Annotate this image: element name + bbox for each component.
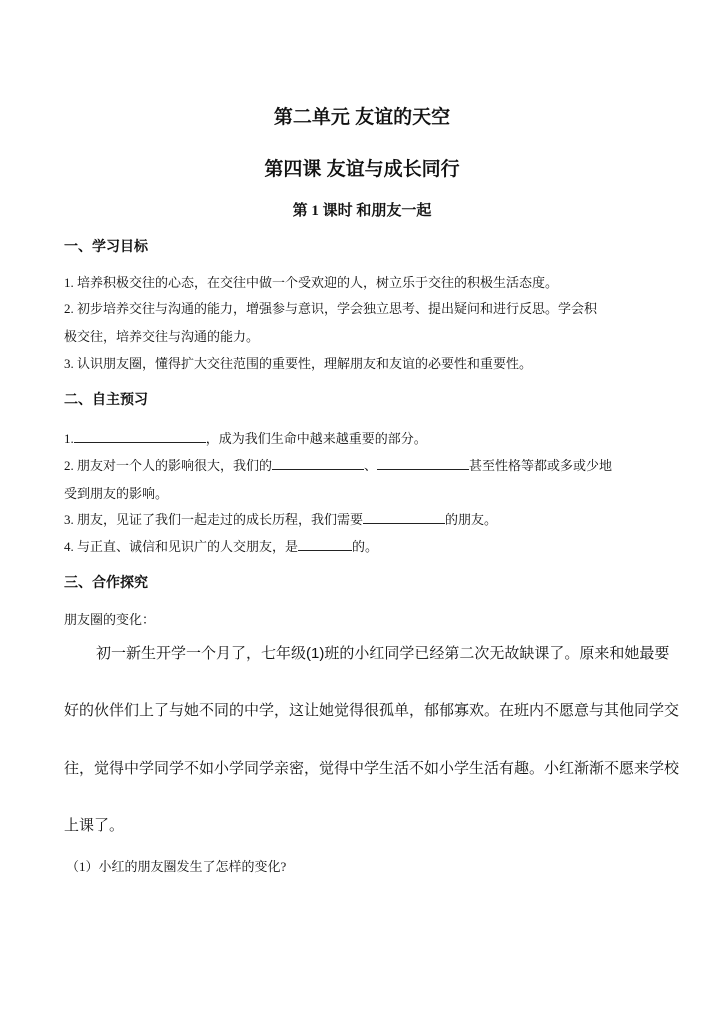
q2-separator: 、	[364, 458, 378, 473]
section-heading-explore: 三、合作探究	[64, 574, 148, 590]
lesson-title: 第四课 友谊与成长同行	[264, 159, 460, 180]
goal-item: 1. 培养积极交往的心态，在交往中做一个受欢迎的人，树立乐于交往的积极生活态度。	[64, 275, 559, 290]
section-heading-goals: 一、学习目标	[64, 238, 148, 254]
q2-text-start: 2. 朋友对一个人的影响很大，我们的	[64, 458, 273, 473]
case-story-line: 好的伙伴们上了与她不同的中学，这让她觉得很孤单，郁郁寡欢。在班内不愿意与其他同学交	[64, 702, 680, 719]
preview-question-2-continuation: 受到朋友的影响。	[64, 486, 169, 501]
period-title: 第 1 课时 和朋友一起	[292, 203, 432, 219]
q4-text-start: 4. 与正直、诚信和见识广的人交朋友，是	[64, 539, 299, 554]
answer-blank[interactable]	[74, 429, 206, 443]
answer-blank[interactable]	[298, 537, 352, 551]
case-intro: 朋友圈的变化：	[64, 612, 156, 627]
q4-text-end: 的。	[352, 539, 379, 554]
answer-blank[interactable]	[272, 456, 364, 470]
answer-blank[interactable]	[377, 456, 469, 470]
goal-item: 2. 初步培养交往与沟通的能力，增强参与意识，学会独立思考、提出疑问和进行反思。学会积	[64, 301, 598, 316]
q3-text-start: 3. 朋友，见证了我们一起走过的成长历程，我们需要	[64, 512, 364, 527]
q1-text: ，成为我们生命中越来越重要的部分。	[205, 431, 427, 446]
preview-question-2	[64, 455, 664, 474]
case-story-line: 上课了。	[64, 817, 125, 834]
preview-question-3	[64, 509, 664, 528]
section-heading-preview: 二、自主预习	[64, 391, 148, 407]
answer-blank[interactable]	[363, 510, 445, 524]
case-story-line: 初一新生开学一个月了，七年级(1)班的小红同学已经第二次无故缺课了。原来和她最要	[96, 645, 670, 662]
goal-item-continuation: 极交往，培养交往与沟通的能力。	[64, 329, 260, 344]
discussion-question-1: （1）小红的朋友圈发生了怎样的变化?	[66, 859, 287, 874]
q1-number: 1.	[64, 431, 74, 446]
unit-title: 第二单元 友谊的天空	[273, 107, 451, 128]
q2-text-end: 甚至性格等都或多或少地	[469, 458, 613, 473]
preview-question-4	[64, 536, 664, 555]
q3-text-end: 的朋友。	[445, 512, 498, 527]
goal-item: 3. 认识朋友圈，懂得扩大交往范围的重要性，理解朋友和友谊的必要性和重要性。	[64, 356, 533, 371]
case-story-line: 往，觉得中学同学不如小学同学亲密，觉得中学生活不如小学生活有趣。小红渐渐不愿来学校	[64, 760, 680, 777]
preview-question-1	[64, 428, 664, 447]
